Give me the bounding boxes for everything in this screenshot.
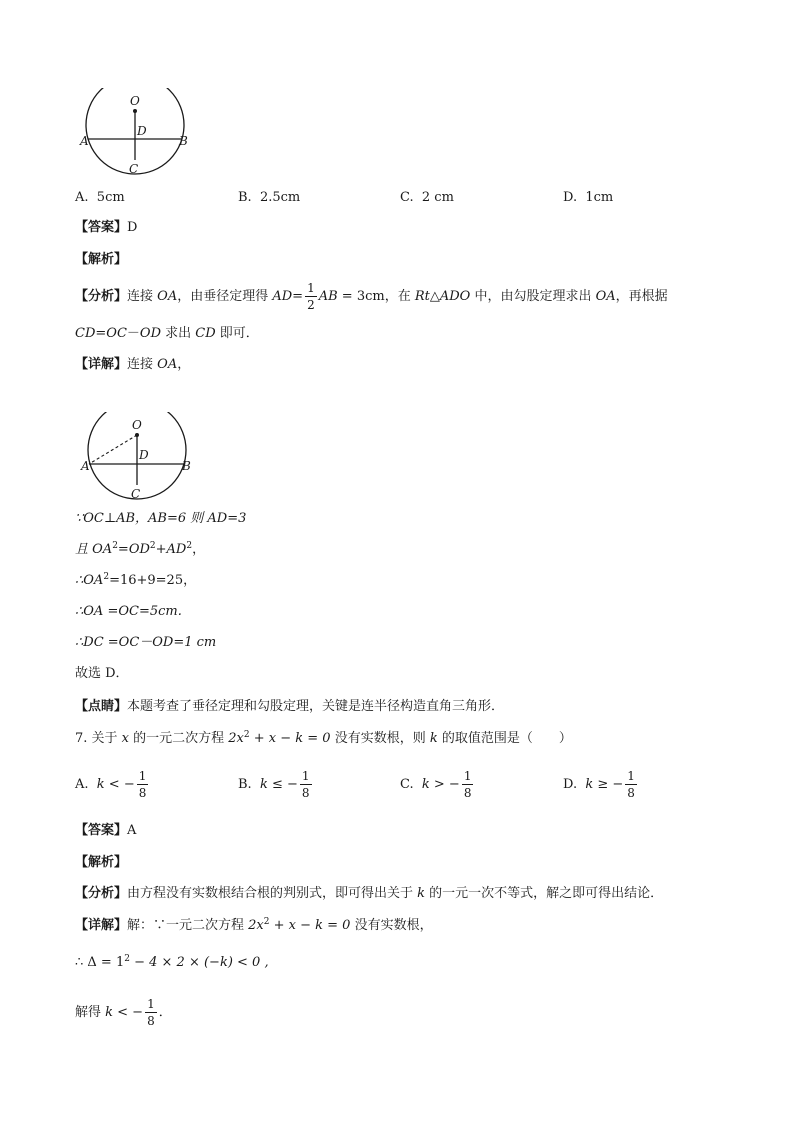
circle-diagram-1	[78, 88, 198, 180]
line2-oc: OC	[106, 326, 127, 341]
fenxi-text-3: = 3cm，在	[337, 289, 415, 304]
fraction-numerator: 1	[147, 997, 155, 1011]
sq-3: 2	[186, 541, 193, 551]
q7-xiangjie	[75, 919, 433, 932]
fraction-numerator: 1	[627, 769, 635, 783]
q7-fenxi-tag: 【分析】	[75, 886, 128, 901]
q7-analysis-heading	[75, 856, 127, 869]
step3-rest: =16+9=25，	[109, 573, 197, 588]
q7-opt-d-expr: k ≥ −	[585, 777, 624, 792]
step2-od: =OD	[117, 542, 150, 557]
q7-stem-d: 的取值范围是（ ）	[437, 731, 572, 746]
step-4: ∴OA =OC=5cm.	[75, 604, 182, 619]
fenxi-rt: Rt	[414, 289, 430, 304]
fenxi-ab: AB	[318, 289, 338, 304]
option-d-value: 1cm	[585, 190, 614, 205]
fraction-denominator: 8	[301, 786, 310, 800]
answer-value: D	[127, 220, 138, 235]
q7-opt-c-fraction	[462, 770, 474, 799]
q7-opt-d-label: D.	[563, 777, 578, 792]
q7-answer-tag: 【答案】	[75, 823, 128, 838]
q7-fenxi-b: 的一元一次不等式，解之即可得出结论．	[425, 886, 664, 901]
fraction-denominator: 8	[463, 786, 472, 800]
center-point-2	[135, 433, 139, 437]
q7-option-a	[75, 766, 150, 804]
q6-fenxi-line-1	[75, 280, 668, 314]
label-o-2: O	[132, 418, 142, 432]
xiangjie-tag: 【详解】	[75, 357, 128, 372]
fenxi-ad: AD	[272, 289, 293, 304]
fenxi-text-4: 中，由勾股定理求出	[470, 289, 596, 304]
dianjing-tag: 【点睛】	[75, 699, 128, 714]
q7-result-fraction	[145, 998, 157, 1027]
step2-end: ，	[192, 542, 206, 557]
option-c-value: 2 cm	[421, 190, 454, 205]
line2-cd-2: CD	[195, 326, 216, 341]
q7-fenxi-k: k	[417, 886, 426, 901]
q7-opt-b-expr: k ≤ −	[259, 777, 298, 792]
circle-diagram-2	[78, 412, 198, 504]
step-1: ∵OC⊥AB，AB=6 则 AD=3	[75, 511, 247, 526]
q7-eq-sup: 2	[243, 730, 250, 740]
q7-result-end: ．	[158, 1005, 172, 1020]
label-c-1: C	[129, 162, 139, 176]
xiangjie-comma: ，	[177, 357, 191, 372]
fenxi-text-1: 连接	[127, 289, 158, 304]
sq-4: 2	[103, 572, 110, 582]
q7-option-c	[400, 766, 475, 804]
step-6: 故选 D．	[75, 666, 129, 681]
q7-eq-a: 2x	[228, 731, 244, 746]
q6-option-a	[75, 191, 125, 204]
q7-analysis-tag: 【解析】	[75, 855, 128, 870]
q7-fenxi	[75, 887, 663, 900]
fenxi-text-5: ，再根据	[615, 289, 668, 304]
line2-od: OD	[139, 326, 161, 341]
fraction-numerator: 1	[463, 769, 472, 783]
q7-stem-k: k	[429, 731, 438, 746]
step2-oa: 且 OA	[75, 542, 113, 557]
step-3	[75, 574, 196, 587]
q7-option-d	[563, 766, 639, 804]
center-point-1	[133, 109, 137, 113]
q7-fenxi-a: 由方程没有实数根结合根的判别式，即可得出关于	[127, 886, 418, 901]
fraction-denominator: 8	[627, 786, 635, 800]
fraction-denominator: 2	[307, 298, 315, 312]
line2-minus: －	[126, 326, 140, 341]
q7-opt-d-fraction	[625, 770, 637, 799]
q7-delta-b: − 4 × 2 × (−k) < 0 ,	[129, 955, 269, 970]
fraction-one-half	[305, 282, 317, 311]
option-a-value: 5cm	[96, 190, 125, 205]
q7-stem-b: 的一元二次方程	[129, 731, 229, 746]
option-d-label: D.	[563, 190, 578, 205]
line2-text: 求出	[161, 326, 196, 341]
fenxi-oa: OA	[157, 289, 178, 304]
label-b-2: B	[182, 459, 191, 473]
q6-option-d	[563, 191, 613, 204]
q6-xiangjie	[75, 358, 190, 371]
fraction-numerator: 1	[307, 281, 315, 295]
q7-xiangjie-a: 解：∵一元二次方程	[127, 918, 249, 933]
label-d-2: D	[139, 448, 149, 462]
xiangjie-text: 连接	[127, 357, 158, 372]
option-b-value: 2.5cm	[259, 190, 301, 205]
step2-ad: +AD	[155, 542, 187, 557]
fraction-denominator: 8	[138, 786, 147, 800]
q7-delta-sup: 2	[124, 954, 130, 964]
label-d-1: D	[137, 124, 147, 138]
label-a-2: A	[81, 459, 90, 473]
q7-opt-a-fraction	[137, 770, 149, 799]
fenxi-text-2: ，由垂径定理得	[177, 289, 273, 304]
q6-analysis-heading	[75, 253, 127, 266]
xiangjie-oa: OA	[157, 357, 178, 372]
q7-stem	[75, 732, 572, 745]
q7-stem-a: 7. 关于	[75, 731, 122, 746]
label-o-1: O	[130, 94, 140, 108]
q7-option-b	[238, 766, 314, 804]
fenxi-ado: ADO	[439, 289, 471, 304]
step3-oa: ∴OA	[75, 573, 104, 588]
q7-delta	[75, 956, 269, 969]
fenxi-eq: =	[292, 289, 304, 304]
step-5: ∴DC =OC－OD=1 cm	[75, 635, 217, 650]
fraction-numerator: 1	[138, 769, 147, 783]
dianjing-text: 本题考查了垂径定理和勾股定理，关键是连半径构造直角三角形．	[127, 699, 505, 714]
line2-end: 即可．	[215, 326, 259, 341]
label-a-1: A	[80, 134, 89, 148]
q6-option-c	[400, 191, 454, 204]
label-b-1: B	[179, 134, 188, 148]
q7-result	[75, 994, 172, 1032]
q7-answer	[75, 824, 136, 837]
q7-result-expr: k < −	[105, 1005, 144, 1020]
q6-answer	[75, 221, 137, 234]
fenxi-tag: 【分析】	[75, 289, 128, 304]
q7-xj-eq-b: + x − k = 0	[269, 918, 351, 933]
q7-opt-a-label: A.	[75, 777, 89, 792]
sq-2: 2	[149, 541, 156, 551]
q7-xj-eq-sup: 2	[263, 917, 270, 927]
line2-cd: CD	[75, 326, 96, 341]
q6-fenxi-line-2	[75, 327, 259, 340]
option-a-label: A.	[75, 190, 89, 205]
answer-tag: 【答案】	[75, 220, 128, 235]
sq-1: 2	[112, 541, 118, 551]
fraction-numerator: 1	[301, 769, 310, 783]
q7-delta-a: ∴ Δ = 1	[75, 955, 125, 970]
q6-option-b	[238, 191, 300, 204]
q7-answer-value: A	[127, 823, 137, 838]
triangle-symbol: △	[429, 289, 440, 304]
q7-stem-c: 没有实数根，则	[330, 731, 430, 746]
line2-eq: =	[95, 326, 107, 341]
fraction-denominator: 8	[147, 1014, 155, 1028]
dashed-oa	[89, 435, 137, 464]
q7-opt-c-expr: k > −	[421, 777, 460, 792]
q7-opt-b-fraction	[300, 770, 312, 799]
q7-xiangjie-tag: 【详解】	[75, 918, 128, 933]
option-b-label: B.	[238, 190, 252, 205]
q7-xj-eq-a: 2x	[248, 918, 264, 933]
label-c-2: C	[131, 487, 141, 501]
q7-xiangjie-b: 没有实数根，	[350, 918, 433, 933]
q7-result-a: 解得	[75, 1005, 106, 1020]
q7-opt-c-label: C.	[400, 777, 414, 792]
q7-stem-x: x	[121, 731, 130, 746]
q7-opt-b-label: B.	[238, 777, 252, 792]
option-c-label: C.	[400, 190, 414, 205]
q7-opt-a-expr: k < −	[96, 777, 135, 792]
analysis-tag: 【解析】	[75, 252, 128, 267]
dianjing	[75, 700, 504, 713]
q7-eq-b: + x − k = 0	[249, 731, 331, 746]
fenxi-oa-2: OA	[595, 289, 616, 304]
step-2	[75, 543, 205, 556]
